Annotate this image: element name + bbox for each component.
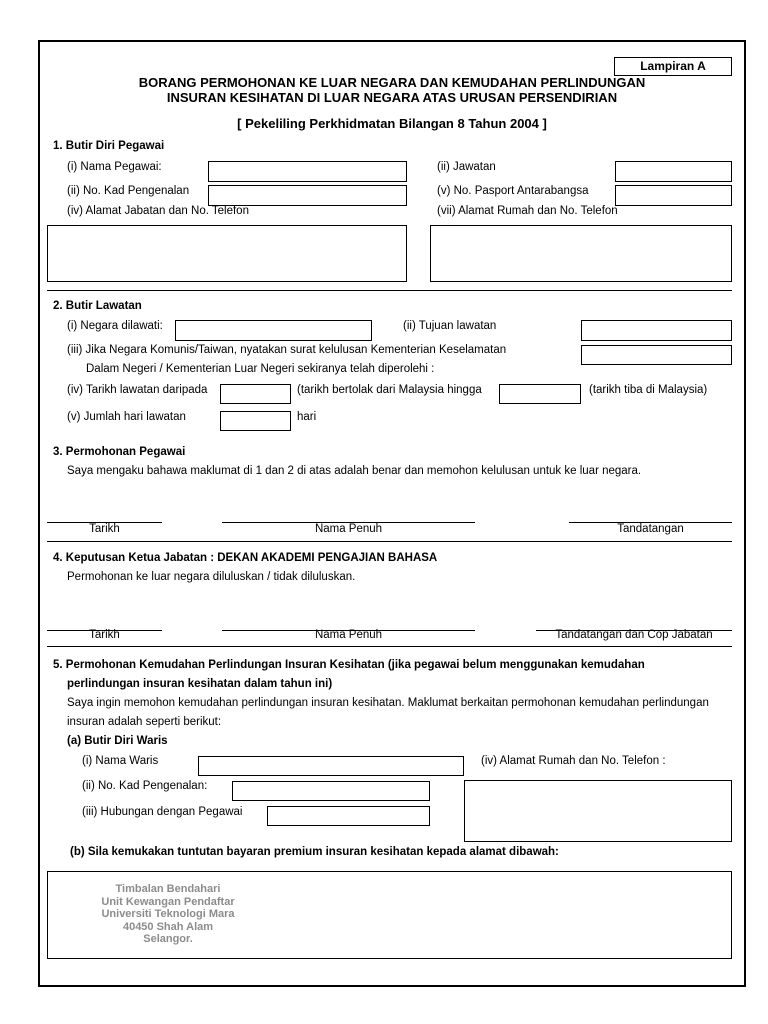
heir-name-label: (i) Nama Waris — [82, 755, 159, 767]
approval-letter-label-continued: Dalam Negeri / Kementerian Luar Negeri sekiranya telah diperolehi : — [86, 363, 435, 375]
heir-name-field[interactable] — [198, 756, 464, 776]
heir-relationship-label: (iii) Hubungan dengan Pegawai — [82, 806, 243, 818]
arrival-note: (tarikh tiba di Malaysia) — [589, 384, 708, 396]
claim-instruction: (b) Sila kemukakan tuntutan bayaran premium insuran kesihatan kepada alamat dibawah: — [70, 846, 559, 858]
circular-reference: [ Pekeliling Perkhidmatan Bilangan 8 Tahun 2004 ] — [237, 116, 547, 131]
heir-address-field[interactable] — [464, 780, 732, 842]
visit-days-unit: hari — [297, 411, 317, 423]
form-title-line-2: INSURAN KESIHATAN DI LUAR NEGARA ATAS URUSAN PERSENDIRIAN — [166, 90, 618, 105]
applicant-signature-label: Tandatangan — [617, 523, 684, 535]
heir-details-heading: (a) Butir Diri Waris — [67, 735, 168, 747]
visit-purpose-field[interactable] — [581, 320, 732, 341]
attachment-label: Lampiran A — [640, 59, 706, 73]
section-divider — [47, 541, 732, 542]
section-divider — [47, 646, 732, 647]
home-address-label: (vii) Alamat Rumah dan No. Telefon — [437, 205, 618, 217]
section-5-heading-continued: perlindungan insuran kesihatan dalam tahun ini) — [67, 678, 333, 690]
heir-ic-label: (ii) No. Kad Pengenalan: — [82, 780, 208, 792]
visit-days-label: (v) Jumlah hari lawatan — [67, 411, 186, 423]
approval-letter-field[interactable] — [581, 345, 732, 365]
form-frame — [38, 40, 746, 987]
destination-country-label: (i) Negara dilawati: — [67, 320, 163, 332]
claim-address-line: Unit Kewangan Pendaftar — [101, 896, 235, 908]
insurance-intro: Saya ingin memohon kemudahan perlindungan insuran kesihatan. Maklumat berkaitan permohonan kemudahan perlindungan — [67, 697, 709, 709]
applicant-name-label: Nama Penuh — [314, 523, 383, 535]
applicant-date-label: Tarikh — [89, 523, 120, 535]
office-address-label: (iv) Alamat Jabatan dan No. Telefon — [67, 205, 249, 217]
decision-text: Permohonan ke luar negara diluluskan / tidak diluluskan. — [67, 571, 356, 583]
heir-address-label: (iv) Alamat Rumah dan No. Telefon : — [481, 755, 666, 767]
approval-letter-label: (iii) Jika Negara Komunis/Taiwan, nyatakan surat kelulusan Kementerian Keselamatan — [67, 344, 507, 356]
passport-number-field[interactable] — [615, 185, 732, 206]
claim-address-line: Selangor. — [143, 933, 193, 945]
visit-days-field[interactable] — [220, 411, 291, 431]
head-date-label: Tarikh — [89, 629, 120, 641]
section-4-heading: 4. Keputusan Ketua Jabatan : DEKAN AKADEMI PENGAJIAN BAHASA — [53, 552, 438, 564]
section-5-heading: 5. Permohonan Kemudahan Perlindungan Insuran Kesihatan (jika pegawai belum menggunakan kemudahan — [53, 659, 645, 671]
officer-name-label: (i) Nama Pegawai: — [67, 161, 162, 173]
section-3-heading: 3. Permohonan Pegawai — [53, 446, 186, 458]
attachment-label-box — [614, 57, 732, 76]
claim-address-line: 40450 Shah Alam — [122, 921, 214, 933]
passport-number-label: (v) No. Pasport Antarabangsa — [437, 185, 589, 197]
claim-address-line: Timbalan Bendahari — [115, 883, 221, 895]
destination-country-field[interactable] — [175, 320, 372, 341]
visit-purpose-label: (ii) Tujuan lawatan — [403, 320, 497, 332]
departure-date-field[interactable] — [220, 384, 291, 404]
departure-note: (tarikh bertolak dari Malaysia hingga — [297, 384, 482, 396]
position-label: (ii) Jawatan — [437, 161, 496, 173]
head-signature-stamp-label: Tandatangan dan Cop Jabatan — [555, 629, 713, 641]
officer-name-field[interactable] — [208, 161, 407, 182]
arrival-date-field[interactable] — [499, 384, 581, 404]
claim-address-line: Universiti Teknologi Mara — [101, 908, 235, 920]
section-2-heading: 2. Butir Lawatan — [53, 300, 142, 312]
declaration-text: Saya mengaku bahawa maklumat di 1 dan 2 di atas adalah benar dan memohon kelulusan untuk ke luar negara. — [67, 465, 642, 477]
heir-ic-field[interactable] — [232, 781, 430, 801]
insurance-intro-continued: insuran adalah seperti berikut: — [67, 716, 222, 728]
ic-number-field[interactable] — [208, 185, 407, 206]
office-address-field[interactable] — [47, 225, 407, 282]
ic-number-label: (ii) No. Kad Pengenalan — [67, 185, 190, 197]
home-address-field[interactable] — [430, 225, 732, 282]
heir-relationship-field[interactable] — [267, 806, 430, 826]
section-divider — [47, 290, 732, 291]
position-field[interactable] — [615, 161, 732, 182]
form-title-line-1: BORANG PERMOHONAN KE LUAR NEGARA DAN KEMUDAHAN PERLINDUNGAN — [138, 75, 646, 90]
section-1-heading: 1. Butir Diri Pegawai — [53, 140, 165, 152]
head-name-label: Nama Penuh — [314, 629, 383, 641]
visit-date-from-label: (iv) Tarikh lawatan daripada — [67, 384, 208, 396]
